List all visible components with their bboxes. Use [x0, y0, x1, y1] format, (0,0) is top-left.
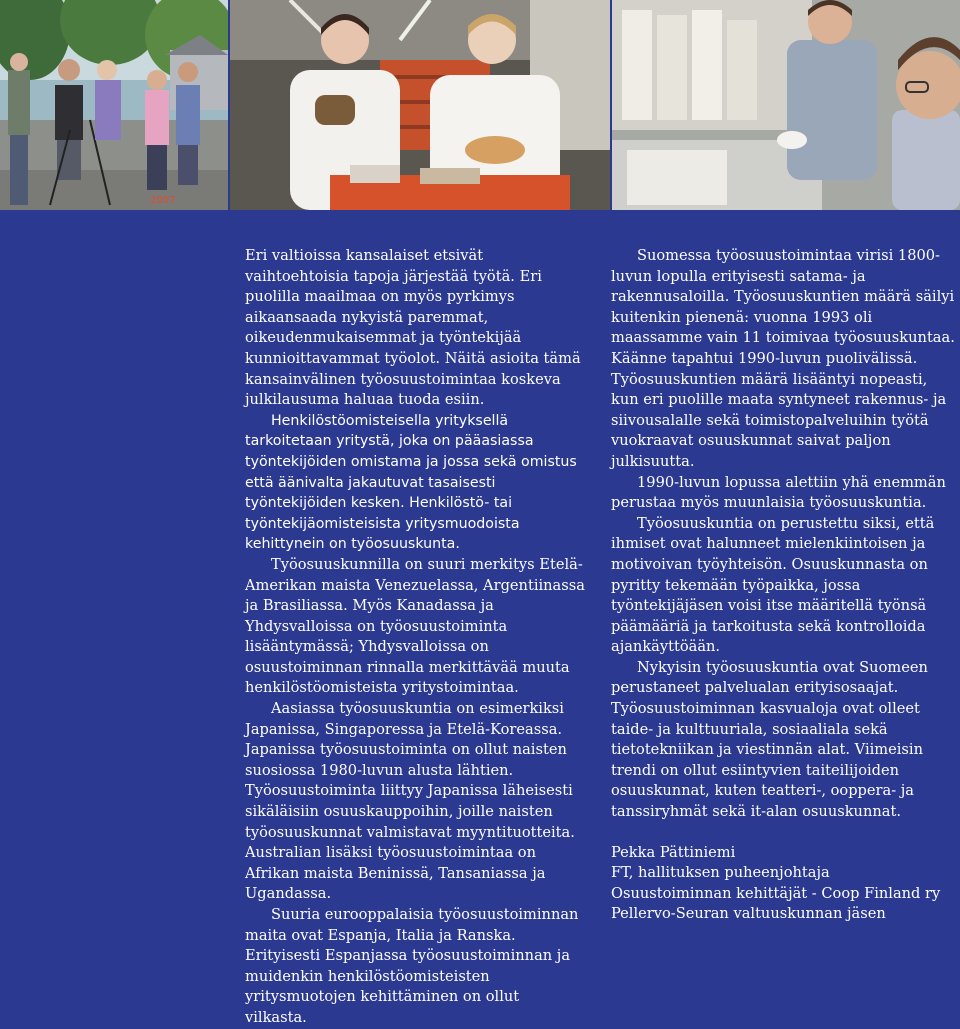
photo-date-stamp: 2007	[150, 195, 176, 206]
paragraph: Suomessa työosuustoimintaa virisi 1800-luvun lopulla erityisesti satama- ja rakennusaloilla. Työosuuskuntien määrä säilyi kuitenkin pienenä: vuonna 1993 oli maassamme vain 11 toimivaa työosuuskuntaa. Käänne tapahtui 1990-luvun puolivälissä. Työosuuskuntien määrä lisääntyi nopeasti, kun eri puolille maata syntyneet rakennus- ja siivousalalle sekä toimistopalveluihin työtä vuokraavat osuuskunnat saivat paljon julkisuutta.	[611, 247, 955, 470]
author-organization: Osuustoiminnan kehittäjät - Coop Finland ry	[611, 884, 941, 902]
paragraph: Nykyisin työosuuskuntia ovat Suomeen perustaneet palvelualan erityisosaajat. Työosuustoiminnan kasvualoja ovat olleet taide- ja kulttuuriala, sosiaaliala sekä tietotekniikan ja viestinnän alat. Viimeisin trendi on ollut esiintyvien taiteilijoiden osuuskunnat, kuten teatteri-, ooppera- ja tanssiryhmät sekä it-alan osuuskunnat.	[611, 658, 928, 821]
author-signature	[611, 843, 956, 925]
paragraph: Aasiassa työosuuskuntia on esimerkiksi Japanissa, Singaporessa ja Etelä-Koreassa. Japanissa työosuustoiminta on ollut naisten suosiossa 1980-luvun alusta lähtien. Työosuustoiminta liittyy Japanissa läheisesti sikäläisiin osuuskauppoihin, joille naisten työosuuskunnat valmistavat myyntituotteita. Australian lisäksi työosuustoimintaa on Afrikan maista Beninissä, Tansaniassa ja Ugandassa.	[245, 700, 575, 903]
paragraph: 1990-luvun lopussa alettiin yhä enemmän perustaa myös muunlaisia työosuuskuntia.	[611, 473, 946, 512]
author-name: Pekka Pättiniemi	[611, 843, 736, 861]
paragraph: Eri valtioissa kansalaiset etsivät vaihtoehtoisia tapoja järjestää työtä. Eri puolilla maailmaa on myös pyrkimys aikaansaada nykyistä paremmat, oikeudenmukaisemmat ja työntekijää kunnioittavammat työolot. Näitä asioita tämä kansainvälinen työosuustoimintaa koskeva julkilausuma haluaa tuoda esiin.	[245, 247, 581, 409]
paragraph: Työosuuskunnilla on suuri merkitys Etelä-Amerikan maista Venezuelassa, Argentiinassa ja Brasiliassa. Myös Kanadassa ja Yhdysvalloissa on työosuustoiminta lisääntymässä; Yhdysvalloissa on osuustoiminnan rinnalla merkittävää muuta henkilöstöomisteista yritystoimintaa.	[245, 555, 585, 697]
paragraph: Henkilöstöomisteisella yrityksellä tarkoitetaan yritystä, joka on pääasiassa työntekijöiden omistama ja jossa sekä omistus että äänivalta jakautuvat tasaisesti työntekijöiden kesken. Henkilöstö- tai työntekijäomisteisista yritysmuodoista kehittynein on työosuuskunta.	[245, 412, 577, 553]
photo-workshop-workers	[612, 0, 960, 210]
author-title: FT, hallituksen puheenjohtaja	[611, 864, 830, 882]
author-affiliation: Pellervo-Seuran valtuuskunnan jäsen	[611, 905, 886, 923]
photo-strip	[0, 0, 960, 210]
photo-outdoor-group	[0, 0, 228, 210]
article-left-column	[245, 246, 585, 1029]
photo-bakery-workers	[230, 0, 610, 210]
paragraph: Työosuuskuntia on perustettu siksi, että ihmiset ovat halunneet mielenkiintoisen ja motivoivan työyhteisön. Osuuskunnasta on pyritty tekemään työpaikka, jossa työntekijäjäsen voisi itse määritellä työnsä päämääriä ja tarkoitusta sekä kontrolloida ajankäyttöään.	[611, 514, 935, 656]
article-right-column	[611, 246, 956, 925]
paragraph: Suuria eurooppalaisia työosuustoiminnan maita ovat Espanja, Italia ja Ranska. Erityisesti Espanjassa työosuustoiminnan ja muidenkin henkilöstöomisteisten yritysmuotojen kehittäminen on ollut vilkasta.	[245, 906, 579, 1026]
